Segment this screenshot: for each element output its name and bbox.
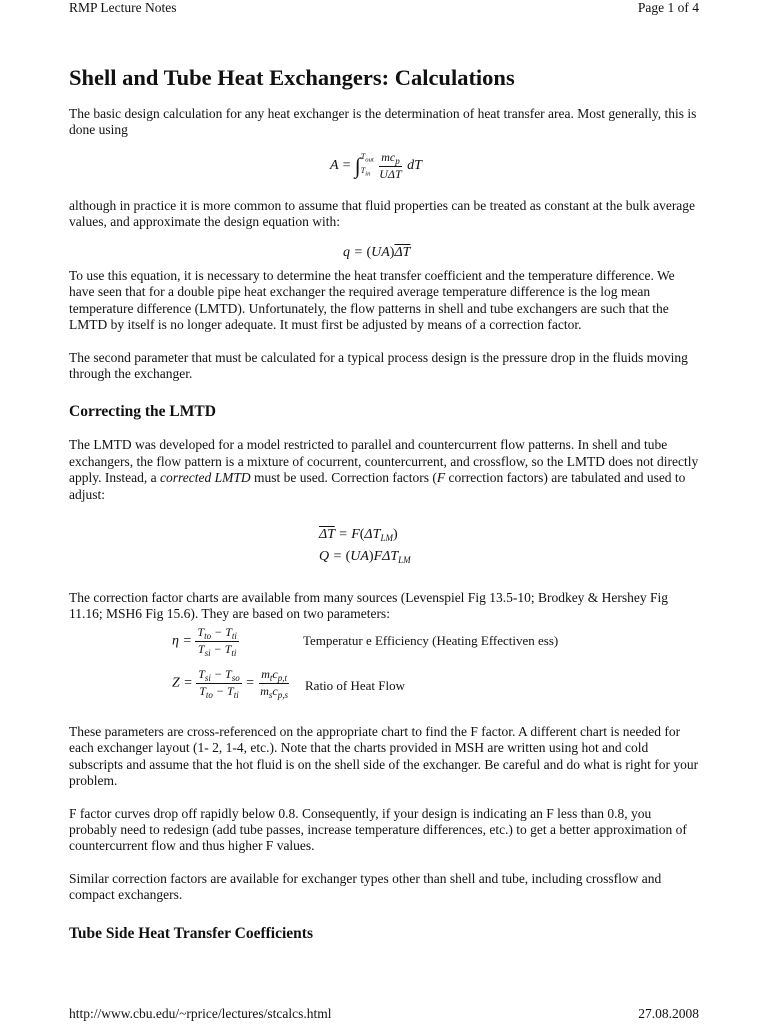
body-section-2 [69, 198, 701, 231]
equation-z: Z = $\frac{T_{si} - T_{so}}{T_{to} - T_{ti}}$ = $\frac{m_tc_{p,t}}{m_sc_{p,s}}$ [172, 667, 288, 700]
body-section-5 [69, 724, 701, 944]
heading-correcting-lmtd: Correcting the LMTD [69, 403, 216, 421]
paragraph-pressure-drop: The second parameter that must be calculated for a typical process design is the pressure drop in the fluids moving through the exchanger. [69, 349, 688, 382]
heading-tube-side: Tube Side Heat Transfer Coefficients [69, 924, 313, 942]
paragraph-bulk-average: although in practice it is more common to assume that fluid properties can be treated as constant at the bulk average values, and approximate the design equation with: [69, 198, 696, 230]
paragraph-correction-charts: The correction factor charts are available from many sources (Levenspiel Fig 13.5-10; Brodkey & Hershey Fig 11.16; MSH6 Fig 15.6). They are based on two parameters: [69, 590, 669, 622]
paragraph-other-exchangers: Similar correction factors are available for exchanger types other than shell and tube, including crossflow and compact exchangers. [69, 870, 662, 903]
paragraph-intro: The basic design calculation for any heat exchanger is the determination of heat transfer area. Most generally, this is done using [69, 106, 697, 138]
eta-label: Temperatur e Efficiency (Heating Effectiven ess) [303, 633, 559, 648]
equation-delta-t-corrected: $\overline{\Delta T} = F(\Delta T_{LM})$ [319, 527, 398, 543]
footer-date: 27.08.2008 [638, 1006, 699, 1021]
emphasis-text: F [436, 470, 446, 486]
z-label: Ratio of Heat Flow [305, 678, 406, 693]
page-footer [69, 1006, 699, 1022]
equation-q-ua-f: $Q = (UA)F\Delta T_{LM}$ [319, 549, 411, 565]
header-left: RMP Lecture Notes [69, 0, 177, 15]
footer-url[interactable]: http://www.cbu.edu/~rprice/lectures/stcalcs.html [69, 1006, 332, 1021]
equation-q-ua: $q = (UA)\overline{\Delta T}$ [343, 245, 411, 260]
paragraph-corrected-lmtd [69, 437, 701, 503]
text-part: must be used. Correction factors ( [250, 470, 437, 486]
text-part: correction factors) are tabulated and used to adjust: [69, 470, 686, 502]
text-part: The LMTD was developed for a model restricted to parallel and countercurrent flow patterns. In shell and tube exchangers, the flow pattern is a mixture of cocurrent, countercurrent, and crossflow, so the LMTD does not directly apply. Instead, a [69, 437, 699, 486]
page-header [69, 0, 699, 16]
paragraph-lmtd: To use this equation, it is necessary to determine the heat transfer coefficient and the temperature difference. We have seen that for a double pipe heat exchanger the required average temperature difference is the log mean temperature difference (LMTD). Unfortunately, the flow patterns in shell and tube exchangers are such that the LMTD by itself is no longer adequate. It must first be adjusted by means of a correction factor. [69, 268, 675, 333]
emphasis-text: corrected LMTD [159, 470, 251, 486]
page-title: Shell and Tube Heat Exchangers: Calculations [69, 65, 515, 90]
header-right: Page 1 of 4 [637, 0, 699, 15]
equation-area-integral: $A = \int T_{out}$ $T_{in}$ $\frac{mc_p}{\text{UΔT}}$ dT [330, 150, 422, 181]
document-body [69, 64, 701, 139]
body-section-4 [69, 590, 701, 623]
equation-eta: η = $\frac{T_{to} - T_{ti}}{T_{si} - T_{ti}}$ [172, 625, 237, 658]
body-section-3 [69, 268, 701, 503]
paragraph-cross-reference: These parameters are cross-referenced on the appropriate chart to find the F factor. A different chart is needed for each exchanger layout (1- 2, 1-4, etc.). Note that the charts provided in MSH are written using hot and cold subscripts and assume that the hot fluid is on the shell side of the exchanger. Be careful and do what is right for your problem. [69, 724, 699, 789]
paragraph-f-factor: F factor curves drop off rapidly below 0.8. Consequently, if your design is indicating an F less than 0.8, you probably need to redesign (add tube passes, increase temperature differences, etc.) to get a better approximation of countercurrent flow and thus higher F values. [69, 805, 687, 854]
